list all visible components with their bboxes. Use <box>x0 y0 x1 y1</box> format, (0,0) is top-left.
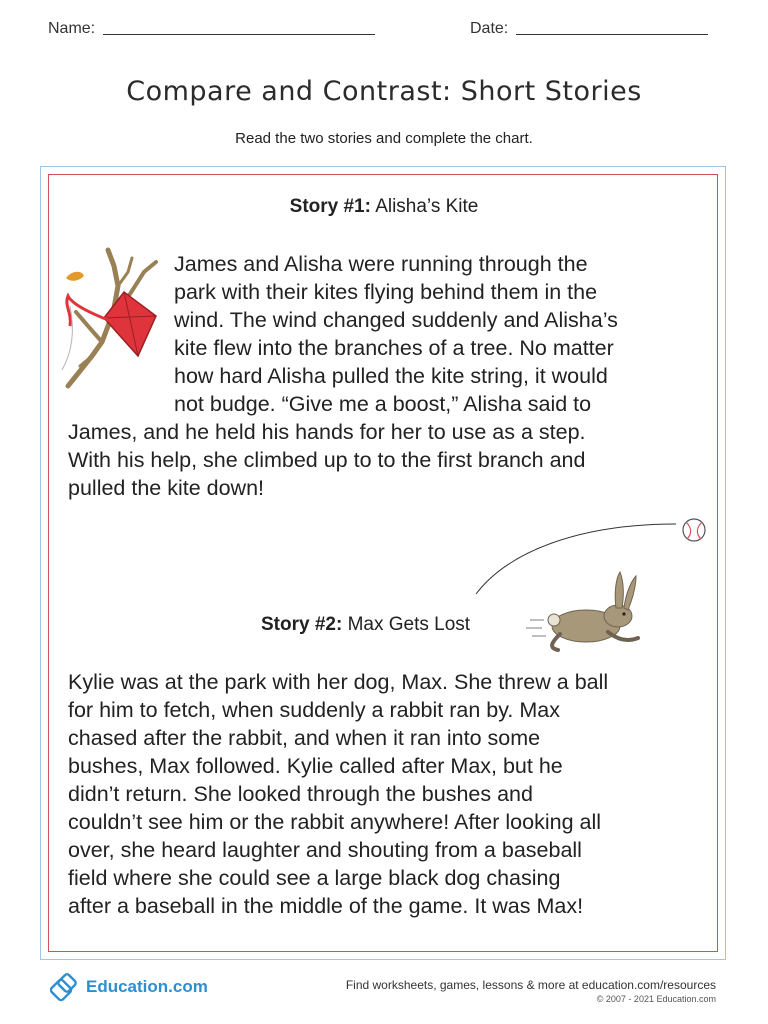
name-field[interactable] <box>48 20 375 38</box>
story1-label: Story #1: <box>289 196 371 217</box>
story2-line: didn’t return. She looked through the bushes and <box>68 782 533 806</box>
name-label: Name: <box>48 20 96 37</box>
ball-trajectory <box>476 524 676 594</box>
story1-heading <box>0 196 768 218</box>
story2-line: chased after the rabbit, and when it ran into some <box>68 726 541 750</box>
story2-title: Max Gets Lost <box>347 614 471 635</box>
education-brand: Education.com <box>86 977 208 996</box>
story1-line: not budge. “Give me a boost,” Alisha said to <box>174 392 592 416</box>
story2-line: for him to fetch, when suddenly a rabbit ran by. Max <box>68 698 560 722</box>
baseball-icon <box>683 519 705 541</box>
date-field[interactable] <box>470 20 708 38</box>
date-label: Date: <box>470 20 509 37</box>
story1-line: wind. The wind changed suddenly and Alisha’s <box>174 308 618 332</box>
page-title: Compare and Contrast: Short Stories <box>126 76 642 107</box>
story1-line: James, and he held his hands for her to use as a step. <box>68 420 586 444</box>
education-logo[interactable] <box>50 972 208 1002</box>
story1-line: pulled the kite down! <box>68 476 265 500</box>
story1-text <box>68 250 708 502</box>
story1-line: kite flew into the branches of a tree. No matter <box>174 336 614 360</box>
footer-tagline: Find worksheets, games, lessons & more at education.com/resources <box>345 978 716 992</box>
story1-line: park with their kites flying behind them in the <box>174 280 598 304</box>
story2-line: over, she heard laughter and shouting from a baseball <box>68 838 582 862</box>
story2-line: after a baseball in the middle of the game. It was Max! <box>68 894 584 918</box>
instructions: Read the two stories and complete the chart. <box>235 130 533 147</box>
story1-title: Alisha’s Kite <box>375 196 479 217</box>
story2-line: bushes, Max followed. Kylie called after Max, but he <box>68 754 563 778</box>
ball-and-rabbit-illustration <box>468 512 718 662</box>
story2-heading <box>261 614 470 636</box>
footer-copyright: © 2007 - 2021 Education.com <box>596 994 716 1004</box>
story2-line: Kylie was at the park with her dog, Max. She threw a ball <box>68 670 609 694</box>
story1-line: James and Alisha were running through the <box>174 252 588 276</box>
date-line[interactable] <box>516 20 708 35</box>
story2-text <box>68 668 708 920</box>
story1-line: how hard Alisha pulled the kite string, it would <box>174 364 608 388</box>
education-logo-icon <box>50 972 80 1002</box>
story2-line: couldn’t see him or the rabbit anywhere! After looking all <box>68 810 602 834</box>
story2-line: field where she could see a large black dog chasing <box>68 866 561 890</box>
story1-line: With his help, she climbed up to to the first branch and <box>68 448 586 472</box>
footer-info <box>346 978 716 1004</box>
story2-label: Story #2: <box>261 614 343 635</box>
name-line[interactable] <box>103 20 375 35</box>
rabbit-illustration <box>526 572 638 650</box>
